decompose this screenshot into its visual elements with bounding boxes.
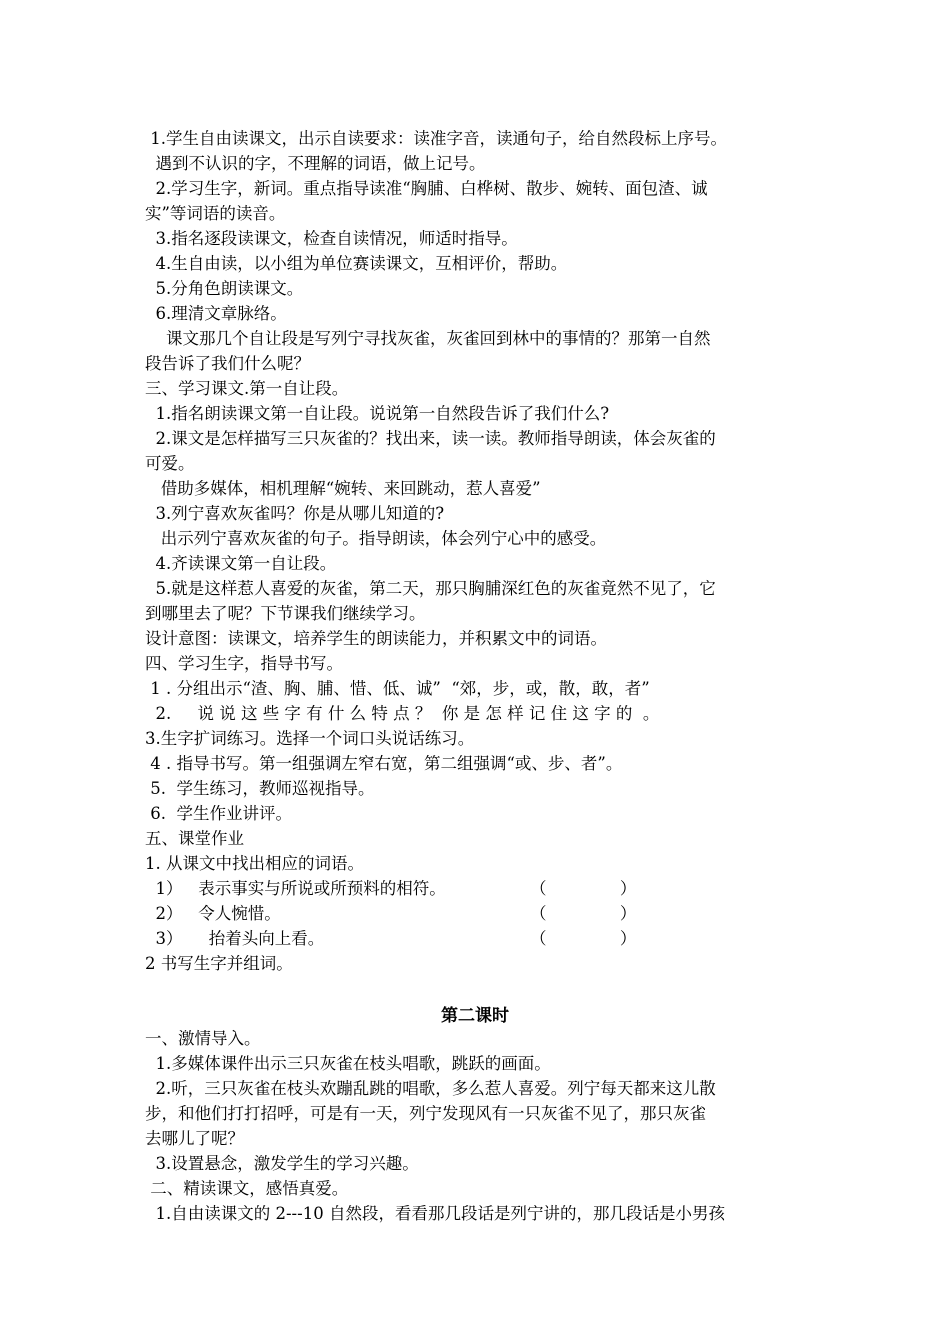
text-line: 段告诉了我们什么呢？	[145, 354, 310, 373]
text-line: 到哪里去了呢？下节课我们继续学习。	[145, 604, 426, 623]
text-line: 出示列宁喜欢灰雀的句子。指导朗读，体会列宁心中的感受。	[145, 529, 607, 548]
text-line: 4 . 指导书写。第一组强调左窄右宽，第二组强调“或、步、者”。	[145, 754, 623, 773]
text-line: 1.多媒体课件出示三只灰雀在枝头唱歌，跳跃的画面。	[145, 1054, 551, 1073]
exercise-item: 3） 抬着头向上看。	[145, 929, 325, 948]
section-heading: 二、精读课文，感悟真爱。	[145, 1179, 349, 1198]
text-line: 借助多媒体，相机理解“婉转、来回跳动，惹人喜爱”	[145, 479, 541, 498]
section-heading: 五、课堂作业	[145, 829, 244, 848]
text-line: 实”等词语的读音。	[145, 204, 286, 223]
text-line: 6.理清文章脉络。	[145, 304, 287, 323]
text-line: 1.自由读课文的 2---10 自然段，看看那几段话是列宁讲的，那几段话是小男孩	[145, 1204, 725, 1223]
text-line: 1 . 分组出示“渣、胸、脯、惜、低、诚” “郊，步，或，散，敢，者”	[145, 679, 650, 698]
text-line: 可爱。	[145, 454, 195, 473]
text-line: 3.生字扩词练习。选择一个词口头说话练习。	[145, 729, 475, 748]
answer-blank: （ ）	[530, 929, 637, 948]
text-line: 1.指名朗读课文第一自让段。说说第一自然段告诉了我们什么?	[145, 404, 610, 423]
text-line: 2.学习生字，新词。重点指导读准“胸脯、白桦树、散步、婉转、面包渣、诚	[145, 179, 708, 198]
text-line: 3.列宁喜欢灰雀吗？你是从哪儿知道的?	[145, 504, 445, 523]
section-heading: 一、激情导入。	[145, 1029, 261, 1048]
exercise-item: 2） 令人惋惜。	[145, 904, 281, 923]
section-heading: 四、学习生字，指导书写。	[145, 654, 343, 673]
text-line: 5.分角色朗读课文。	[145, 279, 304, 298]
text-line: 1. 从课文中找出相应的词语。	[145, 854, 364, 873]
text-line: 2. 说 说 这 些 字 有 什 么 特 点 ？ 你 是 怎 样 记 住 这 字 的 。	[145, 704, 660, 723]
answer-blank: （ ）	[530, 904, 637, 923]
answer-blank: （ ）	[530, 879, 637, 898]
design-intent: 设计意图：读课文，培养学生的朗读能力，并积累文中的词语。	[145, 629, 607, 648]
text-line: 4.生自由读，以小组为单位赛读课文，互相评价，帮助。	[145, 254, 568, 273]
text-line: 3.设置悬念，激发学生的学习兴趣。	[145, 1154, 419, 1173]
text-line: 2 书写生字并组词。	[145, 954, 293, 973]
text-line: 2.听，三只灰雀在枝头欢蹦乱跳的唱歌，多么惹人喜爱。列宁每天都来这儿散	[145, 1079, 716, 1098]
section-heading: 三、学习课文.第一自让段。	[145, 379, 349, 398]
exercise-item: 1） 表示事实与所说或所预料的相符。	[145, 879, 446, 898]
text-line: 4.齐读课文第一自让段。	[145, 554, 337, 573]
lesson-title: 第二课时	[441, 1006, 509, 1026]
text-line: 去哪儿了呢？	[145, 1129, 244, 1148]
text-line: 5.就是这样惹人喜爱的灰雀，第二天，那只胸脯深红色的灰雀竟然不见了，它	[145, 579, 716, 598]
text-line: 步，和他们打打招呼，可是有一天，列宁发现风有一只灰雀不见了，那只灰雀	[145, 1104, 706, 1123]
text-line: 2.课文是怎样描写三只灰雀的？找出来，读一读。教师指导朗读，体会灰雀的	[145, 429, 716, 448]
text-line: 6. 学生作业讲评。	[145, 804, 292, 823]
text-line: 遇到不认识的字，不理解的词语，做上记号。	[145, 154, 486, 173]
text-line: 5. 学生练习，教师巡视指导。	[145, 779, 375, 798]
text-line: 课文那几个自让段是写列宁寻找灰雀，灰雀回到林中的事情的？那第一自然	[145, 329, 711, 348]
text-line: 1.学生自由读课文，出示自读要求：读准字音，读通句子，给自然段标上序号。	[145, 129, 727, 148]
text-line: 3.指名逐段读课文，检查自读情况，师适时指导。	[145, 229, 518, 248]
